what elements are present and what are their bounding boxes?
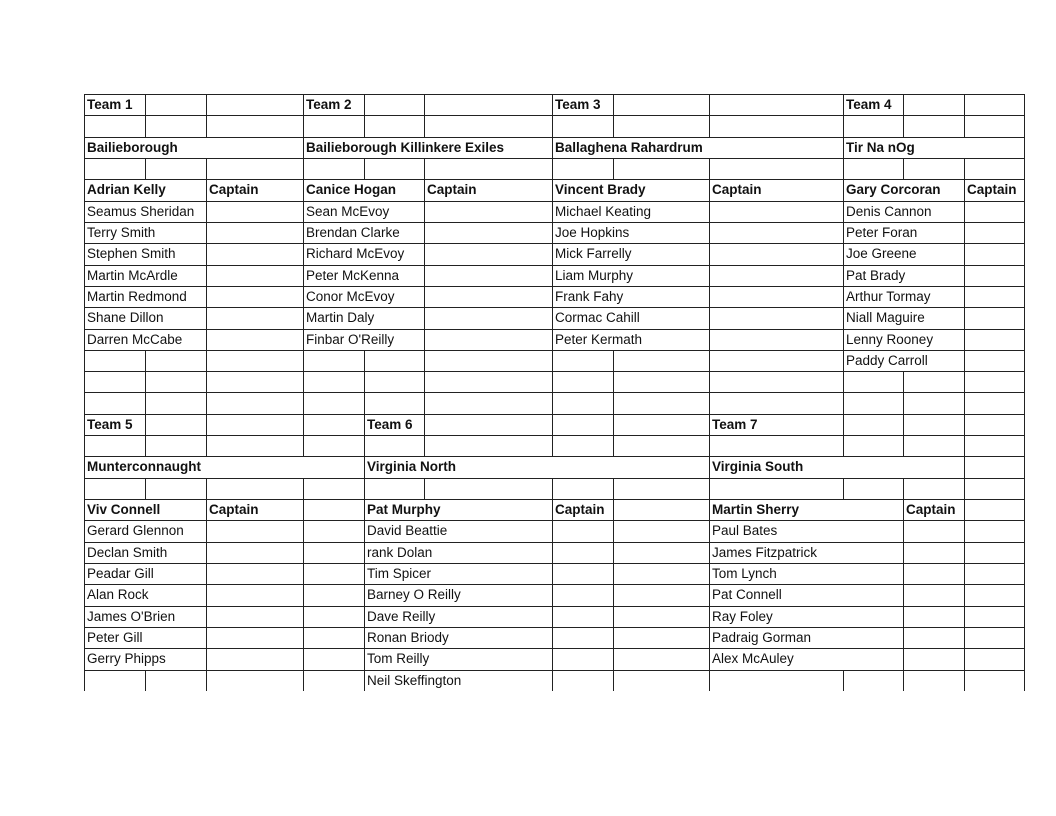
captain-label: Captain [712, 182, 762, 198]
player-name: Pat Brady [846, 267, 906, 283]
club-name: Virginia South [712, 459, 804, 475]
player-name: Tom Lynch [712, 566, 777, 582]
player-name: Denis Cannon [846, 203, 932, 219]
player-name: Arthur Tormay [846, 288, 931, 304]
player-name: Peter McKenna [306, 267, 400, 283]
player-name: Conor McEvoy [306, 288, 395, 304]
player-name: Sean McEvoy [306, 203, 390, 219]
team-heading: Team 6 [367, 416, 413, 432]
captain-name: Canice Hogan [306, 182, 397, 198]
player-name: Mick Farrelly [555, 246, 632, 262]
player-name: James O'Brien [87, 608, 176, 624]
team-heading: Team 1 [87, 97, 133, 112]
captain-label: Captain [209, 182, 259, 198]
player-name: Frank Fahy [555, 288, 624, 304]
player-name: Lenny Rooney [846, 331, 934, 347]
player-name: Gerard Glennon [87, 523, 184, 539]
player-name: Gerry Phipps [87, 651, 166, 667]
player-name: Martin Redmond [87, 288, 187, 304]
player-name: Peadar Gill [87, 566, 154, 582]
player-name: Shane Dillon [87, 310, 164, 326]
player-name: Ray Foley [712, 608, 773, 624]
player-name: rank Dolan [367, 544, 433, 560]
club-name: Bailieborough Killinkere Exiles [306, 139, 505, 155]
player-name: James Fitzpatrick [712, 544, 818, 560]
player-name: Padraig Gorman [712, 630, 812, 645]
player-name: Joe Greene [846, 246, 917, 262]
captain-label: Captain [555, 502, 605, 518]
player-name: Neil Skeffington [367, 672, 462, 688]
team-heading: Team 7 [712, 416, 758, 432]
player-name: Seamus Sheridan [87, 203, 195, 219]
player-name: Liam Murphy [555, 267, 634, 283]
player-name: Richard McEvoy [306, 246, 405, 262]
player-name: Cormac Cahill [555, 310, 640, 326]
player-name: Peter Foran [846, 224, 918, 240]
player-name: Brendan Clarke [306, 224, 400, 240]
player-name: Paddy Carroll [846, 352, 928, 368]
team-heading: Team 4 [846, 97, 892, 112]
captain-name: Pat Murphy [367, 502, 441, 518]
player-name: Peter Gill [87, 630, 143, 645]
player-name: Pat Connell [712, 587, 782, 603]
captain-label: Captain [967, 182, 1017, 198]
club-name: Ballaghena Rahardrum [555, 139, 703, 155]
player-name: Alan Rock [87, 587, 149, 603]
player-name: Peter Kermath [555, 331, 643, 347]
player-name: Niall Maguire [846, 310, 925, 326]
player-name: Declan Smith [87, 544, 168, 560]
player-name: Tom Reilly [367, 651, 430, 667]
club-name: Munterconnaught [87, 459, 201, 475]
player-name: Alex McAuley [712, 651, 794, 667]
captain-name: Vincent Brady [555, 182, 646, 198]
player-name: Michael Keating [555, 203, 652, 219]
team-heading: Team 5 [87, 416, 133, 432]
club-name: Tir Na nOg [846, 139, 915, 155]
captain-name: Gary Corcoran [846, 182, 941, 198]
club-name: Bailieborough [87, 139, 178, 155]
player-name: David Beattie [367, 523, 448, 539]
player-name: Darren McCabe [87, 331, 183, 347]
team-heading: Team 3 [555, 97, 601, 112]
player-name: Finbar O'Reilly [306, 331, 395, 347]
player-name: Tim Spicer [367, 566, 432, 582]
captain-label: Captain [427, 182, 477, 198]
captain-name: Adrian Kelly [87, 182, 166, 198]
team-heading: Team 2 [306, 97, 352, 112]
captain-name: Viv Connell [87, 502, 161, 518]
player-name: Martin McArdle [87, 267, 178, 283]
player-name: Ronan Briody [367, 630, 449, 645]
player-name: Dave Reilly [367, 608, 436, 624]
player-name: Barney O Reilly [367, 587, 461, 603]
team-sheet [84, 94, 1025, 691]
club-name: Virginia North [367, 459, 457, 475]
captain-label: Captain [906, 502, 956, 518]
player-name: Martin Daly [306, 310, 375, 326]
player-name: Joe Hopkins [555, 224, 630, 240]
player-name: Stephen Smith [87, 246, 176, 262]
player-name: Paul Bates [712, 523, 778, 539]
player-name: Terry Smith [87, 224, 156, 240]
captain-label: Captain [209, 502, 259, 518]
captain-name: Martin Sherry [712, 502, 800, 518]
